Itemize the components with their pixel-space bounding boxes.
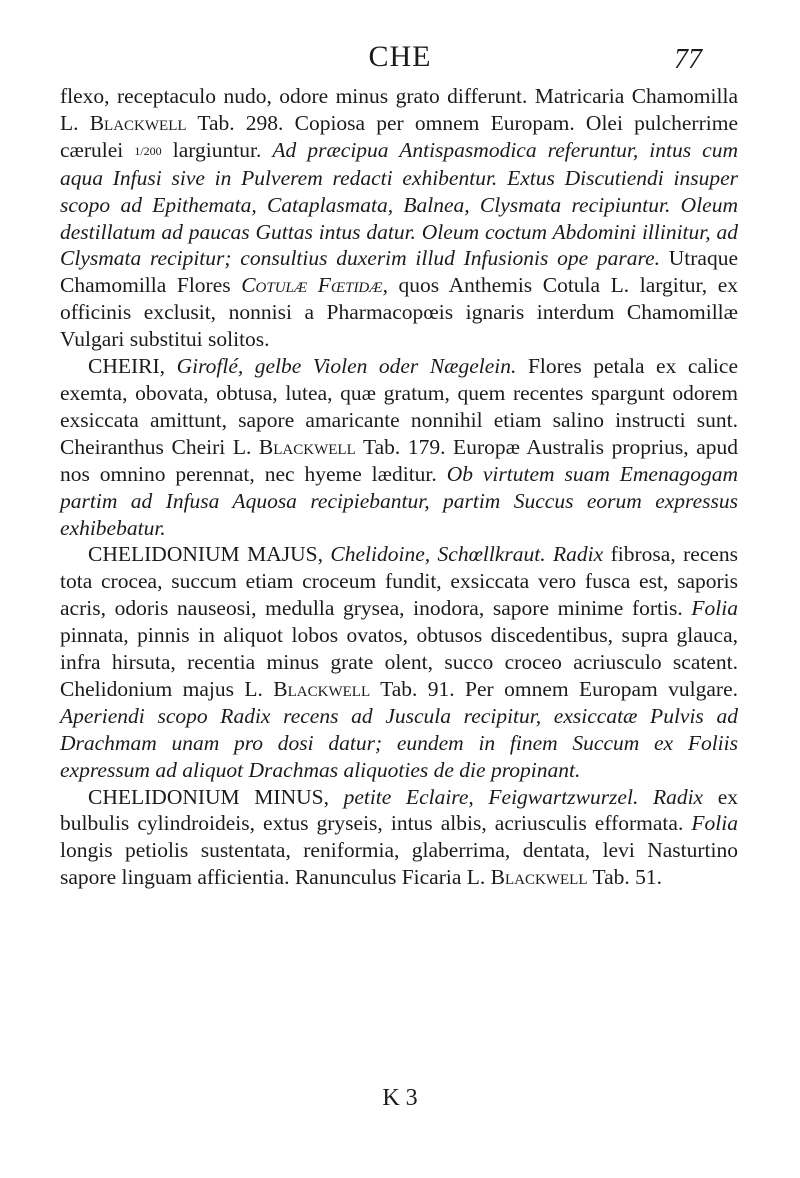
usage-note: Ob virtutem suam Emenagogam partim ad Infusa Aquosa recipiebantur, partim Succus eorum expressus exhibebatur.	[60, 461, 738, 540]
author-reference: Blackwell	[273, 676, 371, 701]
entry-chamomilla-continued: flexo, receptaculo nudo, odore minus grato differunt. Matricaria Chamomilla L. Blackwell Tab. 298. Copiosa per omnem Europam. Olei pulcherrime cærulei 1/200 largiuntur. Ad præcipua Antispasmodica referuntur, intus cum aqua Infusi sive in Pulverem redacti exhibentur. Extus Discutiendi insuper scopo ad Epithemata, Cataplasmata, Balnea, Clysmata recipiuntur. Oleum destillatum ad paucas Guttas intus datur. Oleum coctum Abdomini illinitur, ad Clysmata recipitur; consultius duxerim illud Infusionis ope parare. Utraque Chamomilla Flores Cotulæ Fœtidæ, quos Anthemis Cotula L. largitur, ex officinis exclusit, nonnisi a Pharmacopœis ignaris interdum Chamomillæ Vulgari substitui solitos.	[60, 84, 739, 352]
entry-title: CHEIRI,	[88, 354, 166, 379]
vernacular-names: Giroflé, gelbe Violen oder Nægelein.	[165, 354, 517, 379]
entry-title: CHELIDONIUM MINUS,	[88, 784, 329, 809]
running-head	[0, 40, 800, 80]
author-reference: Blackwell	[490, 865, 588, 890]
vernacular-names: petite Eclaire, Feigwartzwurzel.	[328, 784, 639, 809]
fraction: 1/200	[134, 143, 162, 158]
author-reference: Blackwell	[258, 434, 356, 459]
author-reference: Blackwell	[89, 110, 187, 135]
running-title: CHE	[368, 40, 432, 73]
cotula-name: Cotulæ Fœtidæ	[241, 273, 383, 298]
vernacular-names: Chelidoine, Schœllkraut.	[322, 542, 546, 567]
usage-note: Aperiendi scopo Radix recens ad Jusculа recipitur, exsiccatæ Pulvis ad Drachmam unam pro dosi datur; eundem in finem Succum ex Foliis expressum ad aliquot Drachmas aliquoties de die propinant.	[60, 703, 738, 782]
signature-mark: K 3	[382, 1085, 418, 1111]
entry-cheiri: CHEIRI, Giroflé, gelbe Violen oder Nægelein. Flores petala ex calice exemta, obovata, obtusa, lutea, quæ gratum, quem recentes spargunt odorem exsiccata amittunt, sapore amaricante nonnihil etiam salino instructi sunt. Cheiranthus Cheiri L. Blackwell Tab. 179. Europæ Australis proprius, apud nos omnino perennat, nec hyeme læditur. Ob virtutem suam Emenagogam partim ad Infusa Aquosa recipiebantur, partim Succus eorum expressus exhibebatur.	[60, 354, 738, 540]
usage-note: Ad præcipua Antispasmodica referuntur, intus cum aqua Infusi sive in Pulverem redacti exhibentur. Extus Discutiendi insuper scopo ad Epithemata, Cataplasmata, Balnea, Clysmata recipiuntur. Oleum destillatum ad paucas Guttas intus datur. Oleum coctum Abdomini illinitur, ad Clysmata recipitur; consultius duxerim illud Infusionis ope parare.	[60, 137, 738, 271]
entry-title: CHELIDONIUM MAJUS,	[88, 542, 323, 567]
body-text	[60, 83, 738, 891]
entry-chelidonium-minus: CHELIDONIUM MINUS, petite Eclaire, Feigwartzwurzel. Radix ex bulbulis cylindroideis, extus gryseis, intus albis, acriusculis efformata. Folia longis petiolis sustentata, reniformia, glaberrima, dentata, levi Nasturtino sapore linguam afficientia. Ranunculus Ficaria L. Blackwell Tab. 51.	[60, 784, 738, 890]
page-number: 77	[674, 44, 702, 75]
entry-chelidonium-majus: CHELIDONIUM MAJUS, Chelidoine, Schœllkraut. Radix fibrosa, recens tota crocea, succum etiam croceum fundit, exsiccata vero fusca est, saporis acris, odoris nauseosi, medulla grysea, inodora, sapore minime fortis. Folia pinnata, pinnis in aliquot lobos ovatos, obtusos discedentibus, supra glauca, infra hirsuta, recentia minus grate olent, succo croceo acriusculo scatent. Chelidonium majus L. Blackwell Tab. 91. Per omnem Europam vulgare. Aperiendi scopo Radix recens ad Jusculа recipitur, exsiccatæ Pulvis ad Drachmam unam pro dosi datur; eundem in finem Succum ex Foliis expressum ad aliquot Drachmas aliquoties de die propinant.	[60, 542, 739, 782]
